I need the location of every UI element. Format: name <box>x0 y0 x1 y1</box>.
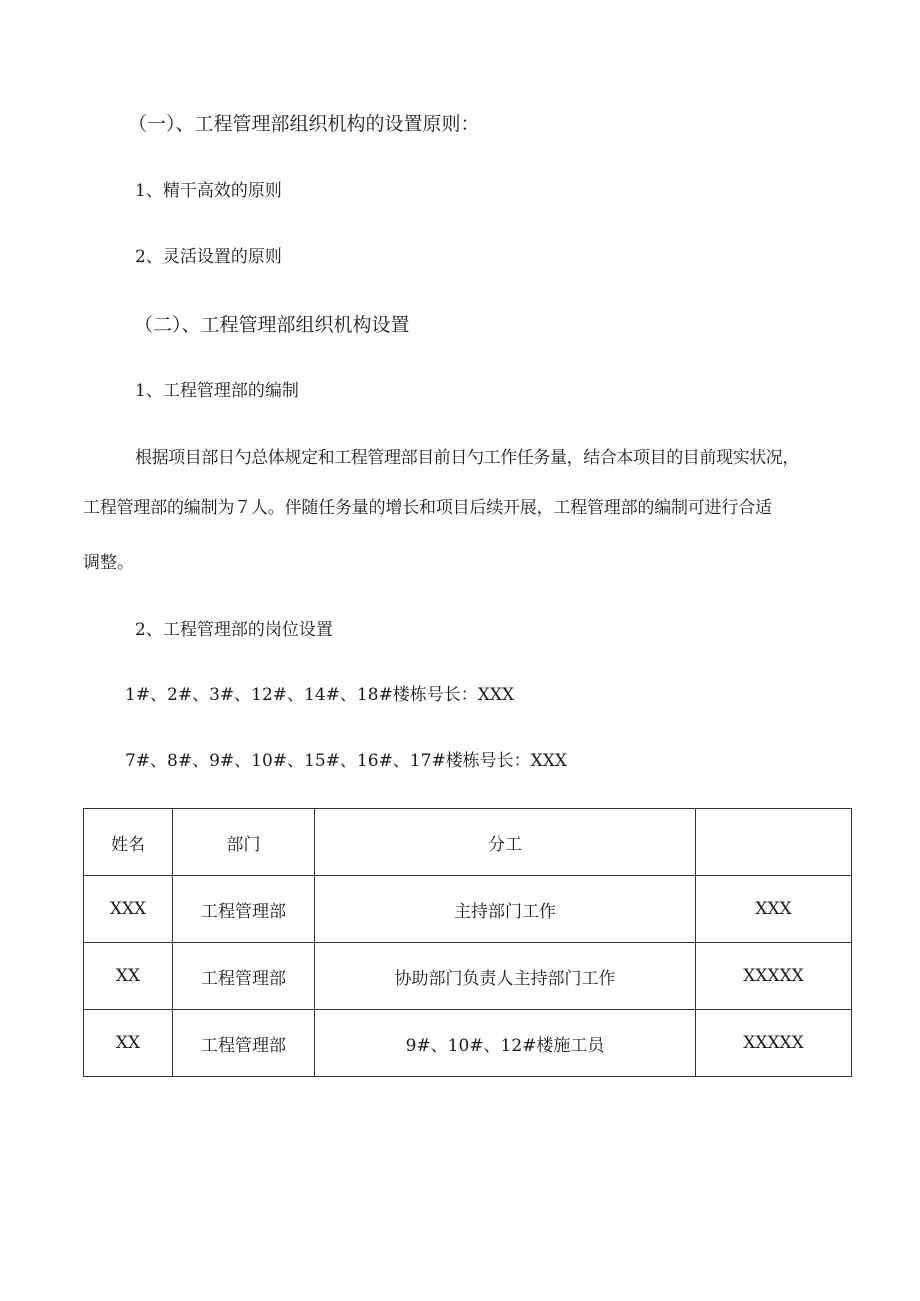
building-leader-line-2: 7#、8#、9#、10#、15#、16#、17#楼栋号长：XXX <box>125 751 567 771</box>
cell-department: 工程管理部 <box>173 876 315 943</box>
cell-name: XX <box>84 943 173 1010</box>
cell-extra: XXXXX <box>696 943 852 1010</box>
header-duty: 分工 <box>315 809 696 876</box>
building-leader-line-1: 1#、2#、3#、12#、14#、18#楼栋号长：XXX <box>125 685 515 705</box>
paragraph-line-2: 工程管理部的编制为７人。伴随任务量的增长和项目后续开展，工程管理部的编制可进行合适 <box>83 498 772 518</box>
paragraph-line-3: 调整。 <box>83 553 134 573</box>
cell-extra: XXX <box>696 876 852 943</box>
header-extra <box>696 809 852 876</box>
principle-item-2: 2、灵活设置的原则 <box>135 247 282 267</box>
cell-duty: 主持部门工作 <box>315 876 696 943</box>
table-row <box>84 943 852 1010</box>
header-name: 姓名 <box>84 809 173 876</box>
cell-department: 工程管理部 <box>173 1010 315 1077</box>
table-header-row <box>84 809 852 876</box>
cell-extra: XXXXX <box>696 1010 852 1077</box>
cell-name: XXX <box>84 876 173 943</box>
subsection-positions: 2、工程管理部的岗位设置 <box>135 620 333 640</box>
table-row <box>84 1010 852 1077</box>
section-heading-1: （一）、工程管理部组织机构的设置原则： <box>128 113 480 135</box>
paragraph-line-1: 根据项目部日勺总体规定和工程管理部目前日勺工作任务量，结合本项目的目前现实状况， <box>135 448 799 468</box>
table-row <box>84 876 852 943</box>
cell-name: XX <box>84 1010 173 1077</box>
staff-table <box>83 808 852 1077</box>
cell-duty: 9#、10#、12#楼施工员 <box>315 1010 696 1077</box>
principle-item-1: 1、精干高效的原则 <box>135 181 282 201</box>
cell-duty: 协助部门负责人主持部门工作 <box>315 943 696 1010</box>
section-heading-2: （二）、工程管理部组织机构设置 <box>134 314 410 336</box>
subsection-staffing: 1、工程管理部的编制 <box>135 381 299 401</box>
cell-department: 工程管理部 <box>173 943 315 1010</box>
header-department: 部门 <box>173 809 315 876</box>
